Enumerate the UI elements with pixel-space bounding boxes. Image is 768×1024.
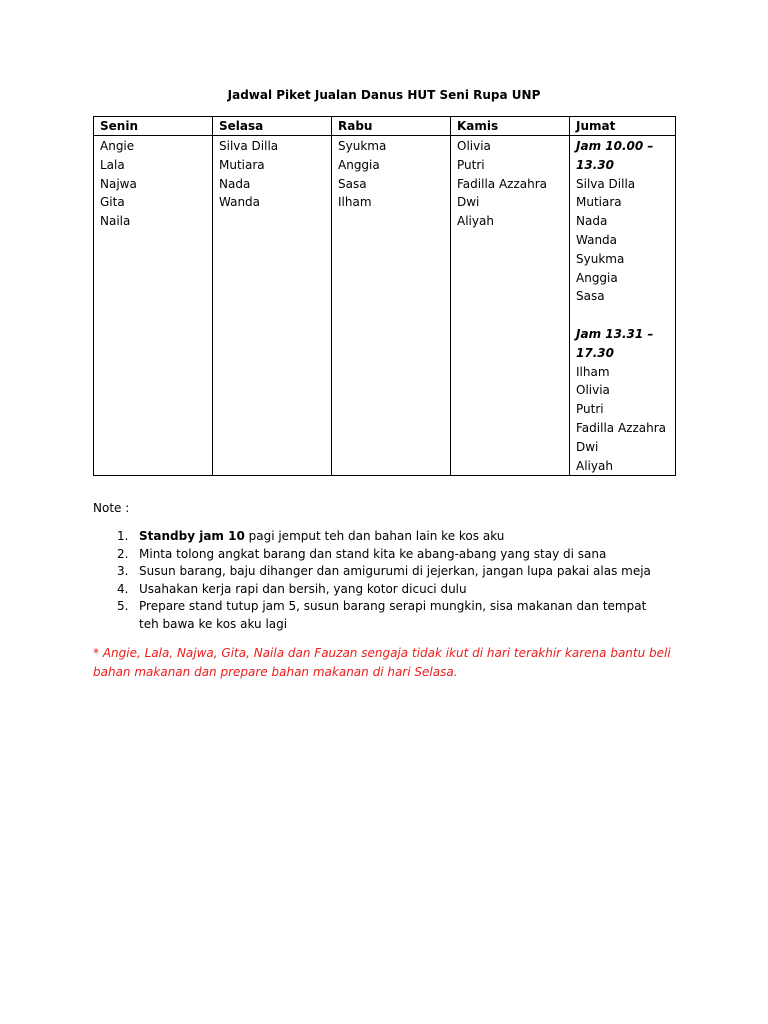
name-item: Dwi — [576, 439, 599, 454]
slot1-time-end: 13.30 — [576, 157, 614, 172]
name-item: Syukma — [338, 139, 387, 153]
item-number: 2. — [117, 546, 129, 561]
list-item — [93, 546, 653, 564]
item-bold-text: Standby jam 10 — [139, 529, 245, 543]
header-senin: Senin — [94, 117, 213, 136]
name-item: Putri — [457, 157, 485, 172]
name-item: Silva Dilla — [576, 176, 636, 191]
name-item: Anggia — [338, 157, 380, 172]
name-item: Syukma — [576, 251, 625, 266]
name-item: Nada — [576, 214, 608, 229]
item-text: Minta tolong angkat barang dan stand kita ke abang-abang yang stay di sana — [139, 546, 607, 561]
name-item: Wanda — [576, 232, 618, 247]
name-item: Aliyah — [576, 458, 613, 473]
document-title: Jadwal Piket Jualan Danus HUT Seni Rupa UNP — [227, 88, 541, 102]
name-item: Nada — [219, 176, 251, 191]
name-item: Putri — [576, 402, 604, 417]
footnote: * Angie, Lala, Najwa, Gita, Naila dan Fauzan sengaja tidak ikut di hari terakhir karena bantu beli bahan makanan dan prepare bahan makanan di hari Selasa. — [93, 646, 671, 679]
name-item: Lala — [100, 157, 125, 172]
item-text: pagi jemput teh dan bahan lain ke kos aku — [244, 529, 505, 543]
name-item: Ilham — [576, 364, 610, 379]
item-text: Prepare stand tutup jam 5, susun barang serapi mungkin, sisa makanan dan tempat teh bawa ke kos aku lagi — [139, 599, 647, 631]
cell-senin — [94, 136, 213, 476]
item-number: 1. — [117, 529, 129, 543]
item-text: Susun barang, baju dihanger dan amigurumi di jejerkan, jangan lupa pakai alas meja — [139, 564, 651, 579]
item-number: 4. — [117, 581, 129, 596]
slot-spacer — [576, 306, 669, 325]
table-row — [94, 136, 676, 476]
slot2-time: Jam 13.31 – — [576, 326, 654, 341]
name-item: Sasa — [338, 176, 367, 191]
header-jumat: Jumat — [570, 117, 676, 136]
name-item: Mutiara — [576, 195, 622, 210]
name-item: Ilham — [338, 195, 372, 210]
cell-rabu — [332, 136, 451, 476]
cell-selasa — [213, 136, 332, 476]
name-item: Olivia — [457, 139, 491, 153]
header-rabu: Rabu — [332, 117, 451, 136]
name-item: Olivia — [576, 383, 610, 398]
list-item — [93, 528, 653, 546]
slot2-time-end: 17.30 — [576, 345, 614, 360]
name-item: Fadilla Azzahra — [457, 176, 547, 191]
name-item: Silva Dilla — [219, 139, 279, 153]
list-item — [93, 598, 653, 633]
name-item: Gita — [100, 195, 125, 210]
schedule-table — [93, 116, 676, 476]
name-item: Fadilla Azzahra — [576, 420, 666, 435]
item-number: 3. — [117, 564, 129, 579]
slot1-time: Jam 10.00 – — [576, 139, 654, 153]
header-selasa: Selasa — [213, 117, 332, 136]
name-item: Dwi — [457, 195, 480, 210]
item-number: 5. — [117, 599, 129, 614]
cell-jumat — [570, 136, 676, 476]
list-item — [93, 563, 653, 581]
name-item: Sasa — [576, 289, 605, 304]
name-item: Mutiara — [219, 157, 265, 172]
name-item: Wanda — [219, 195, 261, 210]
item-text: Usahakan kerja rapi dan bersih, yang kotor dicuci dulu — [139, 581, 467, 596]
name-item: Najwa — [100, 176, 137, 191]
name-item: Angie — [100, 139, 135, 153]
header-kamis: Kamis — [451, 117, 570, 136]
note-list — [93, 528, 653, 634]
table-header-row — [94, 117, 676, 136]
name-item: Anggia — [576, 270, 618, 285]
name-item: Aliyah — [457, 214, 494, 229]
name-item: Naila — [100, 214, 131, 229]
cell-kamis — [451, 136, 570, 476]
list-item — [93, 581, 653, 599]
note-label: Note : — [93, 501, 130, 515]
